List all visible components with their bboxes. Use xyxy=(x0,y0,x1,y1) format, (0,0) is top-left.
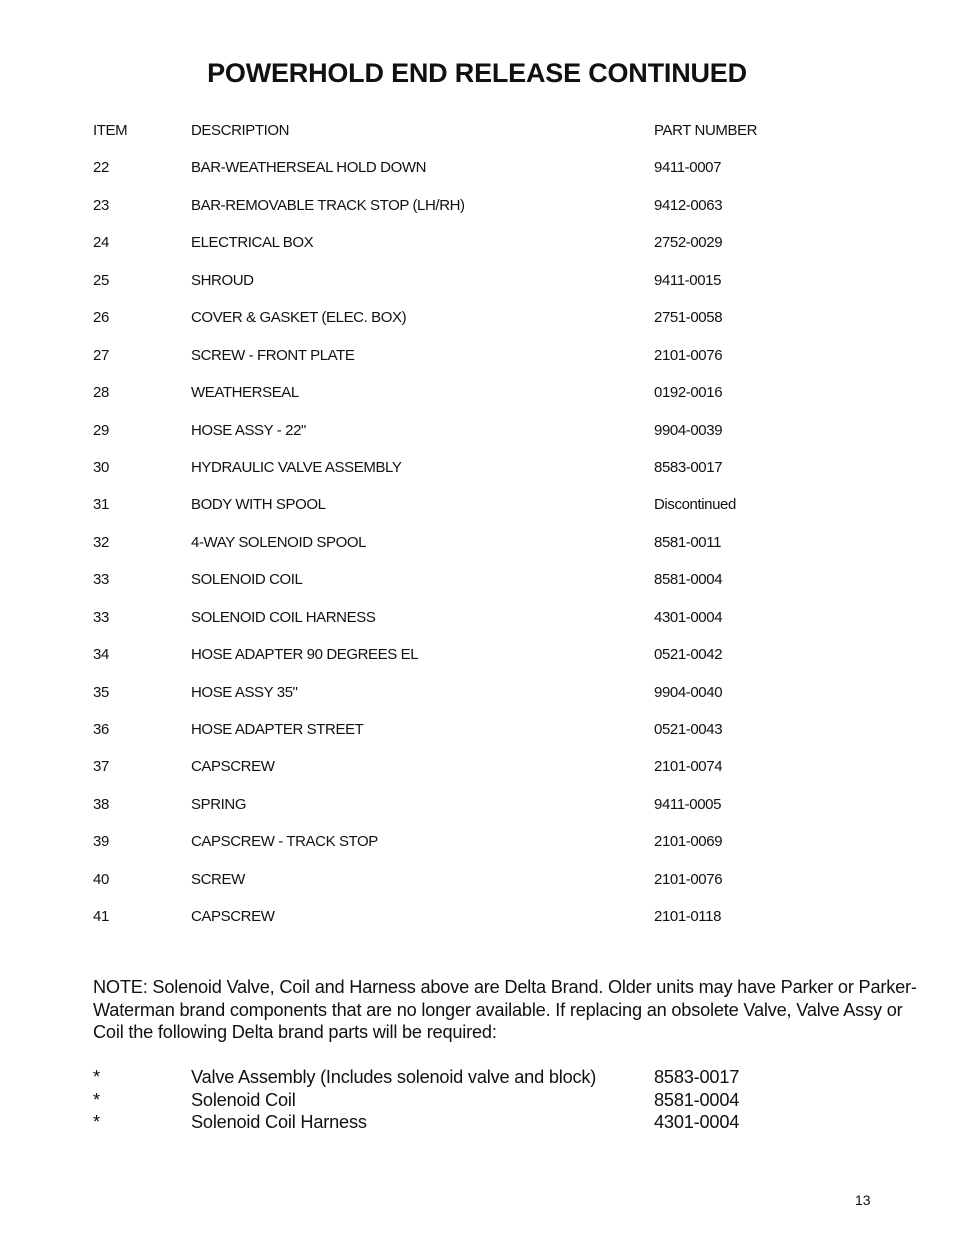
parts-table xyxy=(93,118,893,942)
table-body xyxy=(93,155,893,941)
description-cell: HOSE ADAPTER 90 DEGREES EL xyxy=(191,646,419,664)
item-cell: 34 xyxy=(93,646,109,664)
table-row xyxy=(93,904,893,941)
part-number-cell: 9411-0005 xyxy=(654,795,722,813)
description-cell: ELECTRICAL BOX xyxy=(191,234,314,252)
part-number-cell: 9904-0040 xyxy=(654,683,723,701)
item-cell: 25 xyxy=(93,271,109,289)
item-cell: 41 xyxy=(93,908,109,926)
item-cell: 35 xyxy=(93,683,109,701)
header-description: DESCRIPTION xyxy=(191,122,290,139)
table-row xyxy=(93,193,893,230)
description-cell: CAPSCREW xyxy=(191,908,275,926)
table-row xyxy=(93,717,893,754)
description-cell: HOSE ADAPTER STREET xyxy=(191,721,364,738)
part-number-cell: 2101-0074 xyxy=(654,758,723,776)
table-row xyxy=(93,492,893,529)
item-cell: 39 xyxy=(93,833,109,851)
header-part-number: PART NUMBER xyxy=(654,122,758,139)
item-cell: 40 xyxy=(93,870,109,888)
table-row xyxy=(93,455,893,492)
part-number-cell: 8581-0004 xyxy=(654,571,723,589)
required-part-description: Valve Assembly (Includes solenoid valve and block) xyxy=(191,1067,597,1087)
table-row xyxy=(93,567,893,604)
bullet-mark: * xyxy=(93,1112,100,1132)
table-header-row xyxy=(93,118,893,155)
header-item: ITEM xyxy=(93,122,128,139)
item-cell: 37 xyxy=(93,758,109,776)
note-paragraph: NOTE: Solenoid Valve, Coil and Harness above are Delta Brand. Older units may have Parker or Parker-Waterman brand components that are no longer available. If replacing an obsolete Valve, Valve Assy or Coil the following Delta brand parts will be required: xyxy=(93,977,917,1042)
description-cell: COVER & GASKET (ELEC. BOX) xyxy=(191,309,407,327)
description-cell: HYDRAULIC VALVE ASSEMBLY xyxy=(191,458,402,476)
item-cell: 32 xyxy=(93,533,109,551)
description-cell: 4-WAY SOLENOID SPOOL xyxy=(191,533,367,551)
required-part-row xyxy=(93,1090,853,1113)
item-cell: 26 xyxy=(93,309,109,327)
table-row xyxy=(93,530,893,567)
required-part-number: 8581-0004 xyxy=(654,1089,740,1110)
table-row xyxy=(93,268,893,305)
item-cell: 23 xyxy=(93,196,109,214)
page-title: POWERHOLD END RELEASE CONTINUED xyxy=(207,58,747,88)
table-row xyxy=(93,343,893,380)
description-cell: HOSE ASSY 35" xyxy=(191,683,298,701)
table-row xyxy=(93,754,893,791)
part-number-cell: 0192-0016 xyxy=(654,384,723,402)
item-cell: 29 xyxy=(93,421,109,439)
page-number: 13 xyxy=(855,1192,871,1208)
required-part-description: Solenoid Coil Harness xyxy=(191,1112,367,1132)
description-cell: SHROUD xyxy=(191,271,254,289)
part-number-cell: Discontinued xyxy=(654,496,736,514)
description-cell: SOLENOID COIL HARNESS xyxy=(191,608,376,626)
table-row xyxy=(93,642,893,679)
item-cell: 28 xyxy=(93,384,109,402)
table-row xyxy=(93,418,893,455)
part-number-cell: 9412-0063 xyxy=(654,196,723,214)
description-cell: CAPSCREW - TRACK STOP xyxy=(191,833,378,851)
part-number-cell: 2752-0029 xyxy=(654,234,723,252)
description-cell: SCREW - FRONT PLATE xyxy=(191,346,355,364)
item-cell: 24 xyxy=(93,234,109,252)
item-cell: 30 xyxy=(93,458,109,476)
description-cell: HOSE ASSY - 22" xyxy=(191,421,306,439)
part-number-cell: 2101-0076 xyxy=(654,870,723,888)
description-cell: WEATHERSEAL xyxy=(191,384,299,402)
item-cell: 36 xyxy=(93,721,109,738)
table-row xyxy=(93,605,893,642)
item-cell: 22 xyxy=(93,159,109,177)
part-number-cell: 4301-0004 xyxy=(654,608,723,626)
table-row xyxy=(93,380,893,417)
required-part-row xyxy=(93,1067,853,1090)
table-row xyxy=(93,792,893,829)
description-cell: CAPSCREW xyxy=(191,758,275,776)
item-cell: 33 xyxy=(93,571,109,589)
description-cell: SOLENOID COIL xyxy=(191,571,303,589)
table-row xyxy=(93,680,893,717)
required-part-description: Solenoid Coil xyxy=(191,1089,296,1110)
part-number-cell: 9411-0015 xyxy=(654,271,722,289)
part-number-cell: 2101-0118 xyxy=(654,908,722,926)
table-row xyxy=(93,305,893,342)
required-part-row xyxy=(93,1112,853,1135)
table-row xyxy=(93,829,893,866)
required-parts-list xyxy=(93,1067,853,1135)
part-number-cell: 2101-0069 xyxy=(654,833,723,851)
description-cell: SPRING xyxy=(191,795,247,813)
item-cell: 38 xyxy=(93,795,109,813)
table-row xyxy=(93,867,893,904)
part-number-cell: 9904-0039 xyxy=(654,421,723,439)
item-cell: 33 xyxy=(93,608,109,626)
description-cell: SCREW xyxy=(191,870,245,888)
bullet-mark: * xyxy=(93,1089,100,1110)
required-part-number: 4301-0004 xyxy=(654,1112,740,1132)
part-number-cell: 0521-0043 xyxy=(654,721,723,738)
part-number-cell: 2101-0076 xyxy=(654,346,723,364)
bullet-mark: * xyxy=(93,1067,100,1087)
part-number-cell: 2751-0058 xyxy=(654,309,723,327)
description-cell: BAR-WEATHERSEAL HOLD DOWN xyxy=(191,159,427,177)
table-row xyxy=(93,155,893,192)
table-row xyxy=(93,230,893,267)
item-cell: 31 xyxy=(93,496,109,514)
part-number-cell: 8581-0011 xyxy=(654,533,722,551)
required-part-number: 8583-0017 xyxy=(654,1067,740,1087)
part-number-cell: 0521-0042 xyxy=(654,646,723,664)
part-number-cell: 8583-0017 xyxy=(654,458,723,476)
item-cell: 27 xyxy=(93,346,109,364)
part-number-cell: 9411-0007 xyxy=(654,159,722,177)
description-cell: BODY WITH SPOOL xyxy=(191,496,326,514)
description-cell: BAR-REMOVABLE TRACK STOP (LH/RH) xyxy=(191,196,465,214)
